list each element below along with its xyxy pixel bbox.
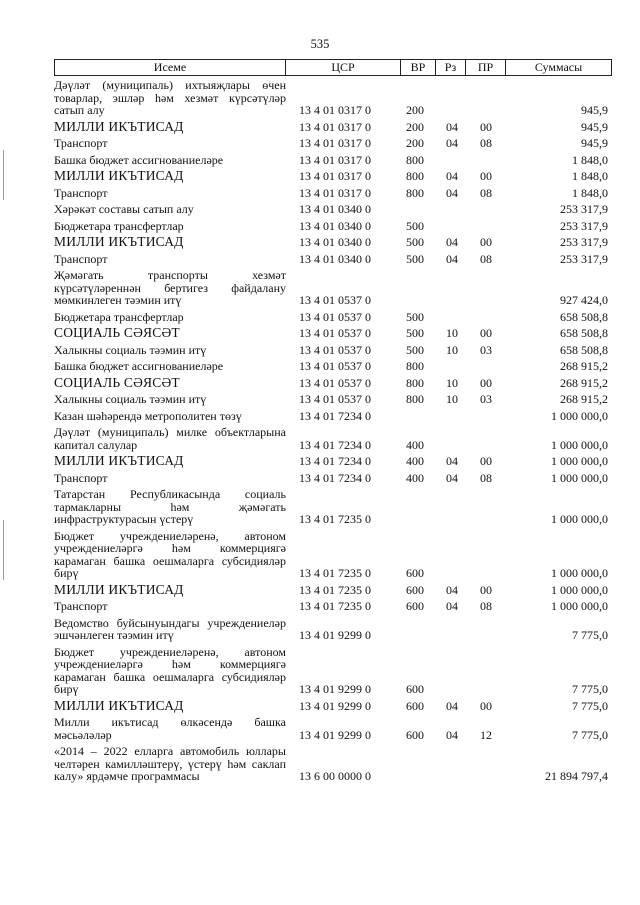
row-vr: 400 xyxy=(406,454,424,468)
table-row xyxy=(54,470,612,487)
row-csr: 13 4 01 7234 0 xyxy=(299,454,371,468)
row-sum: 253 317,9 xyxy=(560,235,608,249)
table-row xyxy=(54,185,612,202)
row-pr: 08 xyxy=(480,470,492,485)
row-csr: 13 4 01 0317 0 xyxy=(299,136,371,150)
row-pr: 08 xyxy=(480,185,492,200)
row-csr: 13 4 01 0537 0 xyxy=(299,293,371,307)
row-pr: 00 xyxy=(480,169,492,183)
row-vr: 500 xyxy=(406,326,424,340)
row-vr: 800 xyxy=(406,152,424,167)
row-sum: 21 894 797,4 xyxy=(545,769,608,783)
row-csr: 13 4 01 9299 0 xyxy=(299,628,371,642)
row-csr: 13 4 01 0317 0 xyxy=(299,103,371,117)
row-name: Транспорт xyxy=(54,136,108,150)
row-sum: 1 000 000,0 xyxy=(551,599,608,613)
row-csr: 13 4 01 0317 0 xyxy=(299,119,371,134)
row-csr: 13 4 01 7234 0 xyxy=(299,470,371,485)
row-sum: 1 848,0 xyxy=(572,185,608,200)
row-sum: 7 775,0 xyxy=(572,727,608,742)
table-row xyxy=(54,218,612,235)
row-rz: 10 xyxy=(446,342,458,357)
row-csr: 13 4 01 0537 0 xyxy=(299,392,371,406)
table-row xyxy=(54,615,612,644)
row-sum: 945,9 xyxy=(581,136,608,150)
row-vr: 600 xyxy=(406,727,424,742)
table-row xyxy=(54,424,612,453)
row-sum: 1 000 000,0 xyxy=(551,512,608,526)
row-sum: 658 508,8 xyxy=(560,326,608,340)
row-vr: 400 xyxy=(406,470,424,485)
table-row xyxy=(54,119,612,136)
table-row xyxy=(54,135,612,152)
row-csr: 13 4 01 7235 0 xyxy=(299,599,371,613)
row-name: Башка бюджет ассигнованиеләре xyxy=(54,152,224,167)
table-row xyxy=(54,267,612,309)
table-row xyxy=(54,528,612,582)
row-rz: 10 xyxy=(446,392,458,406)
row-vr: 800 xyxy=(406,185,424,200)
row-name: Дәүләт (муниципаль) ихтыяҗлары өчен товарлар, эшләр һәм хезмәт күрсәтүләр сатып алу xyxy=(54,78,286,117)
row-sum: 1 000 000,0 xyxy=(551,470,608,485)
row-rz: 10 xyxy=(446,375,458,390)
row-rz: 04 xyxy=(446,136,458,150)
row-csr: 13 4 01 0317 0 xyxy=(299,152,371,167)
table-row xyxy=(54,152,612,169)
row-sum: 945,9 xyxy=(581,103,608,117)
table-row xyxy=(54,234,612,251)
row-vr: 500 xyxy=(406,309,424,324)
table-row xyxy=(54,743,612,785)
row-csr: 13 4 01 0340 0 xyxy=(299,218,371,233)
row-name: Бюджетара трансфертлар xyxy=(54,309,184,324)
table-body xyxy=(54,77,612,785)
row-pr: 03 xyxy=(480,392,492,406)
row-name: Хәрәкәт составы сатып алу xyxy=(54,202,194,216)
row-csr: 13 4 01 7235 0 xyxy=(299,512,371,526)
row-csr: 13 4 01 0317 0 xyxy=(299,185,371,200)
table-row xyxy=(54,201,612,218)
row-rz: 04 xyxy=(446,119,458,134)
row-csr: 13 4 01 0537 0 xyxy=(299,359,371,373)
table-row xyxy=(54,168,612,185)
row-pr: 08 xyxy=(480,251,492,266)
header-pr: ПР xyxy=(465,60,505,75)
row-pr: 12 xyxy=(480,727,492,742)
row-name: СОЦИАЛЬ СӘЯСӘТ xyxy=(54,374,180,390)
row-name: Бюджет учреждениеләренә, автоном учреждениеләргә һәм коммерциягә карамаган башка оешмаларга субсидияләр бирү xyxy=(54,644,286,696)
row-name: МИЛЛИ ИКЪТИСАД xyxy=(54,581,184,597)
row-rz: 04 xyxy=(446,235,458,249)
row-rz: 04 xyxy=(446,470,458,485)
row-rz: 04 xyxy=(446,169,458,183)
table-row xyxy=(54,325,612,342)
row-name: Бюджетара трансфертлар xyxy=(54,218,184,233)
table-row xyxy=(54,251,612,268)
row-name: Халыкны социаль тәэмин итү xyxy=(54,392,207,406)
row-csr: 13 4 01 9299 0 xyxy=(299,682,371,696)
row-pr: 00 xyxy=(480,235,492,249)
row-vr: 800 xyxy=(406,375,424,390)
row-name: Казан шәһәрендә метрополитен төзү xyxy=(54,408,242,423)
row-vr: 800 xyxy=(406,359,424,373)
row-sum: 1 000 000,0 xyxy=(551,582,608,597)
row-rz: 04 xyxy=(446,582,458,597)
row-vr: 800 xyxy=(406,169,424,183)
row-sum: 945,9 xyxy=(581,119,608,134)
row-name: Башка бюджет ассигнованиеләре xyxy=(54,359,224,373)
row-rz: 04 xyxy=(446,698,458,713)
row-name: Транспорт xyxy=(54,185,108,200)
row-vr: 400 xyxy=(406,437,424,452)
row-sum: 268 915,2 xyxy=(560,392,608,406)
row-pr: 08 xyxy=(480,136,492,150)
row-csr: 13 6 00 0000 0 xyxy=(299,769,371,783)
row-sum: 253 317,9 xyxy=(560,202,608,216)
row-sum: 1 848,0 xyxy=(572,169,608,183)
row-name: МИЛЛИ ИКЪТИСАД xyxy=(54,168,184,183)
row-vr: 200 xyxy=(406,119,424,134)
row-csr: 13 4 01 9299 0 xyxy=(299,727,371,742)
row-sum: 1 000 000,0 xyxy=(551,437,608,452)
row-rz: 04 xyxy=(446,599,458,613)
row-sum: 268 915,2 xyxy=(560,359,608,373)
row-rz: 04 xyxy=(446,454,458,468)
table-row xyxy=(54,358,612,375)
row-name: МИЛЛИ ИКЪТИСАД xyxy=(54,234,184,249)
row-name: Дәүләт (муниципаль) милке объектларына капитал салулар xyxy=(54,425,286,452)
row-csr: 13 4 01 0340 0 xyxy=(299,202,371,216)
row-csr: 13 4 01 7234 0 xyxy=(299,408,371,423)
row-name: МИЛЛИ ИКЪТИСАД xyxy=(54,118,184,134)
row-name: Ведомство буйсынуындагы учреждениеләр эшчәнлеген тәэмин итү xyxy=(54,615,286,642)
row-csr: 13 4 01 7234 0 xyxy=(299,437,371,452)
row-sum: 1 000 000,0 xyxy=(551,566,608,580)
table-row xyxy=(54,598,612,615)
row-name: Бюджет учреждениеләренә, автоном учреждениеләргә һәм коммерциягә карамаган башка оешмаларга субсидияләр бирү xyxy=(54,528,286,580)
table-row xyxy=(54,644,612,698)
row-csr: 13 4 01 0340 0 xyxy=(299,235,371,249)
row-rz: 10 xyxy=(446,326,458,340)
row-vr: 500 xyxy=(406,251,424,266)
row-name: Транспорт xyxy=(54,470,108,485)
row-name: Транспорт xyxy=(54,599,108,613)
row-sum: 658 508,8 xyxy=(560,309,608,324)
row-vr: 800 xyxy=(406,392,424,406)
row-sum: 7 775,0 xyxy=(572,628,608,642)
row-rz: 04 xyxy=(446,185,458,200)
row-sum: 253 317,9 xyxy=(560,251,608,266)
header-csr: ЦСР xyxy=(285,60,400,75)
table-row xyxy=(54,309,612,326)
row-csr: 13 4 01 7235 0 xyxy=(299,566,371,580)
row-name: СОЦИАЛЬ СӘЯСӘТ xyxy=(54,325,180,340)
row-csr: 13 4 01 9299 0 xyxy=(299,698,371,713)
row-vr: 600 xyxy=(406,599,424,613)
row-csr: 13 4 01 0537 0 xyxy=(299,326,371,340)
row-csr: 13 4 01 0317 0 xyxy=(299,169,371,183)
row-rz: 04 xyxy=(446,251,458,266)
table-row xyxy=(54,698,612,715)
row-name: «2014 – 2022 елларга автомобиль юллары челтәрен камилләштерү, үстерү һәм саклап калу» ярдәмче программасы xyxy=(54,744,286,783)
table-row xyxy=(54,408,612,425)
row-name: Халыкны социаль тәэмин итү xyxy=(54,342,207,357)
row-rz: 04 xyxy=(446,727,458,742)
row-sum: 268 915,2 xyxy=(560,375,608,390)
margin-mark-top xyxy=(3,150,4,200)
row-sum: 7 775,0 xyxy=(572,682,608,696)
row-name: Җәмәгать транспорты хезмәт күрсәтүләреннән бертигез файдалану мөмкинлеген тәэмин итү xyxy=(54,268,286,307)
row-sum: 7 775,0 xyxy=(572,698,608,713)
row-pr: 00 xyxy=(480,119,492,134)
row-vr: 600 xyxy=(406,698,424,713)
row-sum: 1 000 000,0 xyxy=(551,408,608,423)
table-row xyxy=(54,77,612,119)
row-pr: 08 xyxy=(480,599,492,613)
table-row xyxy=(54,486,612,528)
row-vr: 500 xyxy=(406,342,424,357)
row-name: Транспорт xyxy=(54,251,108,266)
row-vr: 200 xyxy=(406,136,424,150)
table-row xyxy=(54,714,612,743)
row-pr: 03 xyxy=(480,342,492,357)
page-number: 535 xyxy=(310,37,330,51)
row-name: МИЛЛИ ИКЪТИСАД xyxy=(54,697,184,713)
header-rz: Рз xyxy=(435,60,465,75)
row-csr: 13 4 01 0537 0 xyxy=(299,342,371,357)
row-csr: 13 4 01 0340 0 xyxy=(299,251,371,266)
row-name: Татарстан Республикасында социаль тармакларны һәм җәмәгать инфраструктурасын үстерү xyxy=(54,487,286,526)
row-sum: 1 848,0 xyxy=(572,152,608,167)
margin-mark-bottom xyxy=(3,520,4,580)
row-pr: 00 xyxy=(480,454,492,468)
table-row xyxy=(54,375,612,392)
row-vr: 600 xyxy=(406,582,424,597)
table-row xyxy=(54,453,612,470)
row-vr: 500 xyxy=(406,235,424,249)
row-pr: 00 xyxy=(480,326,492,340)
row-sum: 658 508,8 xyxy=(560,342,608,357)
row-sum: 927 424,0 xyxy=(560,293,608,307)
header-name: Исеме xyxy=(153,60,187,74)
row-vr: 500 xyxy=(406,218,424,233)
row-sum: 1 000 000,0 xyxy=(551,454,608,468)
row-pr: 00 xyxy=(480,698,492,713)
row-pr: 00 xyxy=(480,375,492,390)
table-row xyxy=(54,342,612,359)
row-pr: 00 xyxy=(480,582,492,597)
row-vr: 600 xyxy=(406,566,424,580)
row-name: Милли икътисад өлкәсендә башка мәсьәләләр xyxy=(54,715,286,742)
table-row xyxy=(54,582,612,599)
row-csr: 13 4 01 0537 0 xyxy=(299,375,371,390)
row-csr: 13 4 01 7235 0 xyxy=(299,582,371,597)
row-csr: 13 4 01 0537 0 xyxy=(299,309,371,324)
table-header xyxy=(54,59,612,76)
row-vr: 600 xyxy=(406,682,424,696)
row-sum: 253 317,9 xyxy=(560,218,608,233)
table-row xyxy=(54,391,612,408)
header-sum: Суммасы xyxy=(505,60,611,75)
row-vr: 200 xyxy=(406,103,424,117)
row-name: МИЛЛИ ИКЪТИСАД xyxy=(54,453,184,468)
header-vr: ВР xyxy=(400,60,435,75)
